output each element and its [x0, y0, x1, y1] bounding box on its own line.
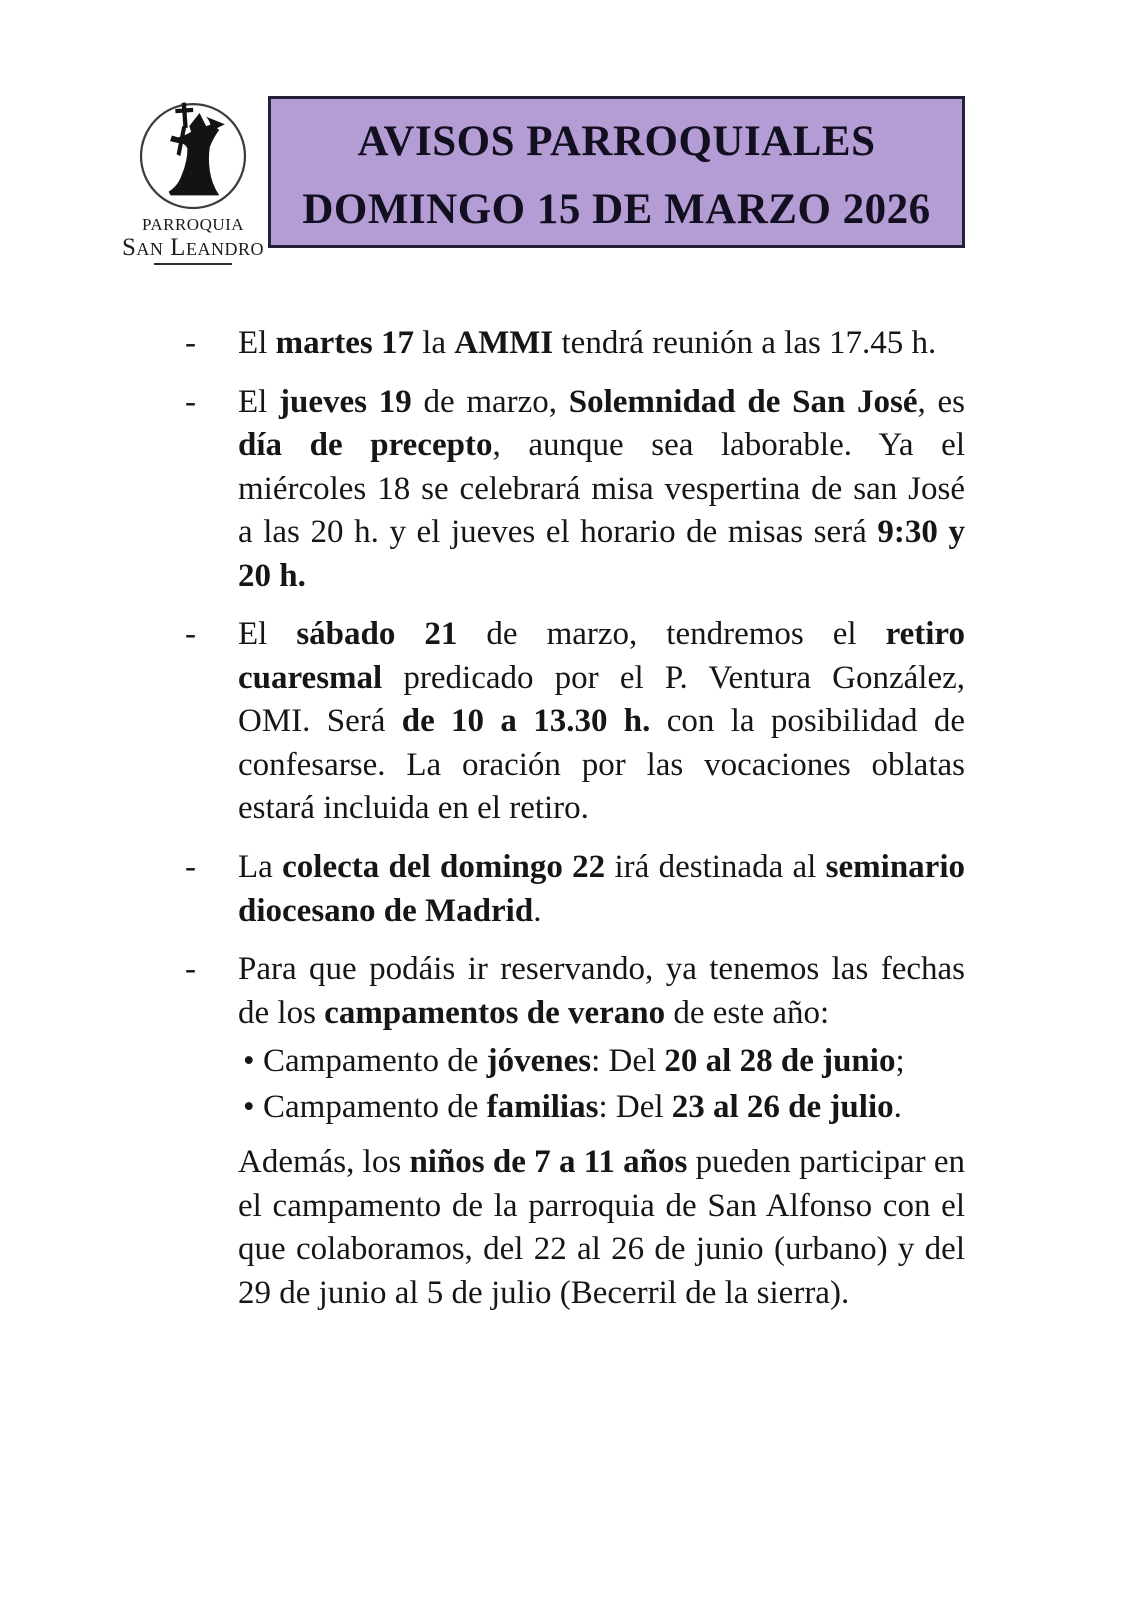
dash-marker: - [185, 325, 196, 361]
announcement-colecta-domingo-22 [185, 846, 965, 933]
page-subtitle: DOMINGO 15 DE MARZO 2026 [302, 186, 931, 233]
announcement-text: El jueves 19 de marzo, Solemnidad de San José, es día de precepto, aunque sea laborable. Ya el miércoles 18 se celebrará misa vespertina de san José a las 20 h. y el jueves el horario de misas será 9:30 y 20 h. [238, 383, 965, 594]
announcement-jueves-19 [185, 381, 965, 599]
announcement-text: Para que podáis ir reservando, ya tenemos las fechas de los campamentos de verano de este año: [238, 951, 965, 1031]
logo-text-parroquia: PARROQUIA [141, 215, 245, 234]
announcement-text: Campamento de jóvenes: Del 20 al 28 de junio; [263, 1043, 905, 1080]
logo-text-san-leandro: San Leandro [122, 234, 264, 261]
announcement-text: Campamento de familias: Del 23 al 26 de julio. [263, 1088, 902, 1125]
announcement-list [185, 322, 965, 1315]
dash-marker: - [185, 849, 196, 886]
announcement-text: El sábado 21 de marzo, tendremos el retiro cuaresmal predicado por el P. Ventura González, OMI. Será de 10 a 13.30 h. con la posibilidad de confesarse. La oración por las vocaciones oblatas estará incluida en el retiro. [238, 616, 965, 827]
logo-underline [154, 263, 232, 265]
subitem-campamento-familias [185, 1086, 965, 1130]
bullet-marker: • [243, 1088, 255, 1125]
announcement-campamentos-intro [185, 948, 965, 1035]
parish-logo [117, 98, 269, 265]
dash-marker: - [185, 616, 196, 653]
announcement-martes-17 [185, 322, 965, 366]
title-banner [268, 96, 965, 248]
page-title: AVISOS PARROQUIALES [357, 118, 876, 165]
paragraph-campamento-ninos [185, 1141, 965, 1315]
dash-marker: - [185, 383, 196, 420]
announcement-text: Además, los niños de 7 a 11 años pueden participar en el campamento de la parroquia de San Alfonso con el que colaboramos, del 22 al 26 de junio (urbano) y del 29 de junio al 5 de julio (Becerril de la sierra). [238, 1144, 965, 1311]
announcement-text: El martes 17 la AMMI tendrá reunión a las 17.45 h. [238, 325, 937, 361]
announcement-sabado-21 [185, 613, 965, 831]
dash-marker: - [185, 951, 196, 988]
bishop-silhouette-icon [136, 98, 250, 216]
bullet-marker: • [243, 1043, 255, 1080]
subitem-campamento-jovenes [185, 1040, 965, 1084]
announcement-text: La colecta del domingo 22 irá destinada al seminario diocesano de Madrid. [238, 849, 965, 929]
header [0, 0, 1131, 261]
